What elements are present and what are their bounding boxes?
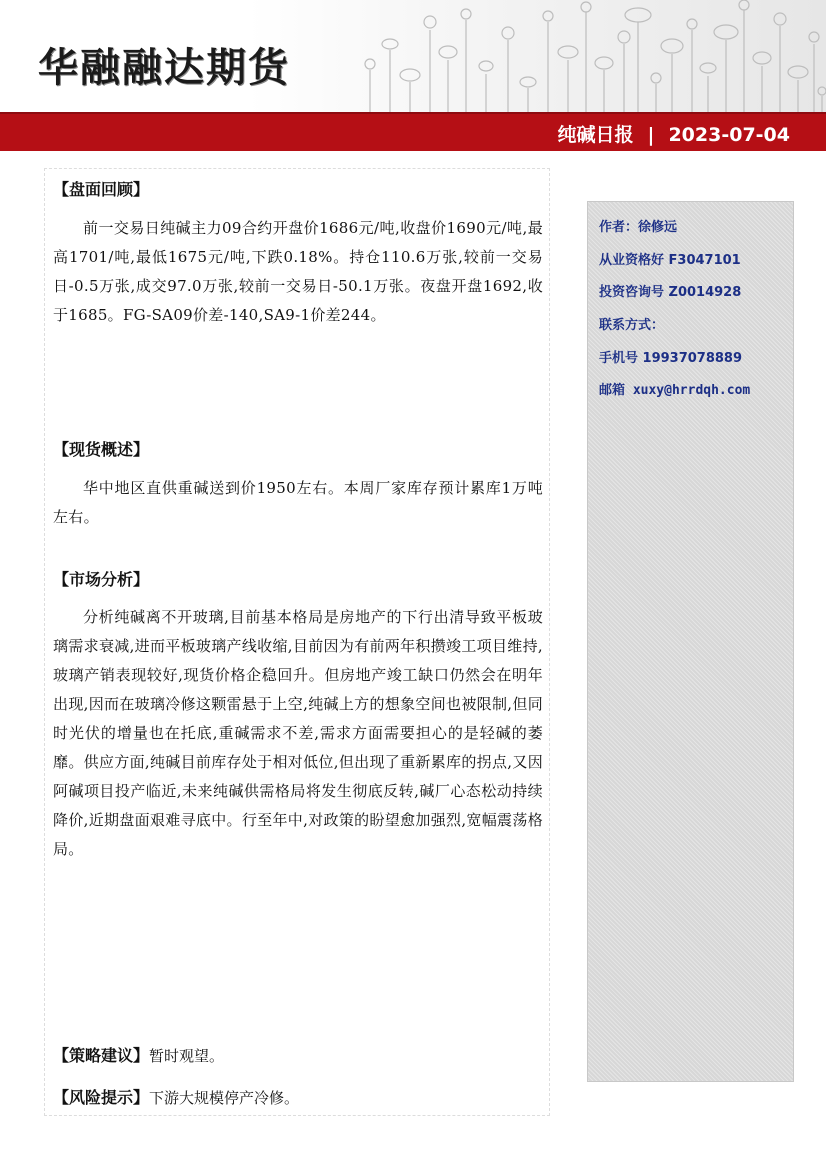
header xyxy=(0,0,826,112)
report-body xyxy=(44,168,550,1116)
title-separator: | xyxy=(647,124,655,146)
strategy-text: 暂时观望。 xyxy=(149,1047,225,1065)
paragraph-market-review: 前一交易日纯碱主力09合约开盘价1686元/吨,收盘价1690元/吨,最高1701/吨,最低1675元/吨,下跌0.18%。持仓110.6万张,较前一交易日-0.5万张,成交97.0万张,较前一交易日-50.1万张。夜盘开盘1692,收于1685。FG-SA09价差-140,SA9-1价差244。 xyxy=(53,219,543,324)
heading-strategy: 【策略建议】 xyxy=(53,1046,150,1065)
title-banner xyxy=(0,112,826,151)
heading-spot-overview: 【现货概述】 xyxy=(53,440,150,459)
email-address[interactable]: 邮箱 xuxy@hrrdqh.com xyxy=(599,383,751,398)
report-title: 纯碱日报 xyxy=(557,124,634,146)
consult-number: 投资咨询号 Z0014928 xyxy=(599,285,742,300)
author-sidebar xyxy=(587,201,794,1082)
paragraph-spot-overview: 华中地区直供重碱送到价1950左右。本周厂家库存预计累库1万吨左右。 xyxy=(53,479,543,526)
heading-risk: 【风险提示】 xyxy=(53,1088,150,1107)
paragraph-market-analysis: 分析纯碱离不开玻璃,目前基本格局是房地产的下行出清导致平板玻璃需求衰减,进而平板玻璃产线收缩,目前因为有前两年积攒竣工项目维持,玻璃产销表现较好,现货价格企稳回升。但房地产竣工缺口仍然会在明年出现,因而在玻璃冷修这颗雷悬于上空,纯碱上方的想象空间也被限制,但同时光伏的增量也在托底,重碱需求不差,需求方面需要担心的是轻碱的萎靡。供应方面,纯碱目前库存处于相对低位,但出现了重新累库的拐点,又因阿碱项目投产临近,未来纯碱供需格局将发生彻底反转,碱厂心态松动持续降价,近期盘面艰难寻底中。行至年中,对政策的盼望愈加强烈,宽幅震荡格局。 xyxy=(53,608,543,858)
report-date: 2023-07-04 xyxy=(668,124,790,146)
qualification-number: 从业资格好 F3047101 xyxy=(599,253,741,268)
risk-row xyxy=(53,1085,543,1108)
company-logo-text: 华融融达期货 xyxy=(38,45,290,91)
heading-market-analysis: 【市场分析】 xyxy=(53,570,150,589)
risk-text: 下游大规模停产冷修。 xyxy=(149,1089,300,1107)
phone-number: 手机号 19937078889 xyxy=(599,351,743,366)
heading-market-review: 【盘面回顾】 xyxy=(53,180,150,199)
strategy-row xyxy=(53,1043,543,1066)
report-title-bar xyxy=(557,120,790,147)
author-name: 作者：徐修远 xyxy=(599,220,678,235)
contact-label: 联系方式： xyxy=(599,318,665,333)
